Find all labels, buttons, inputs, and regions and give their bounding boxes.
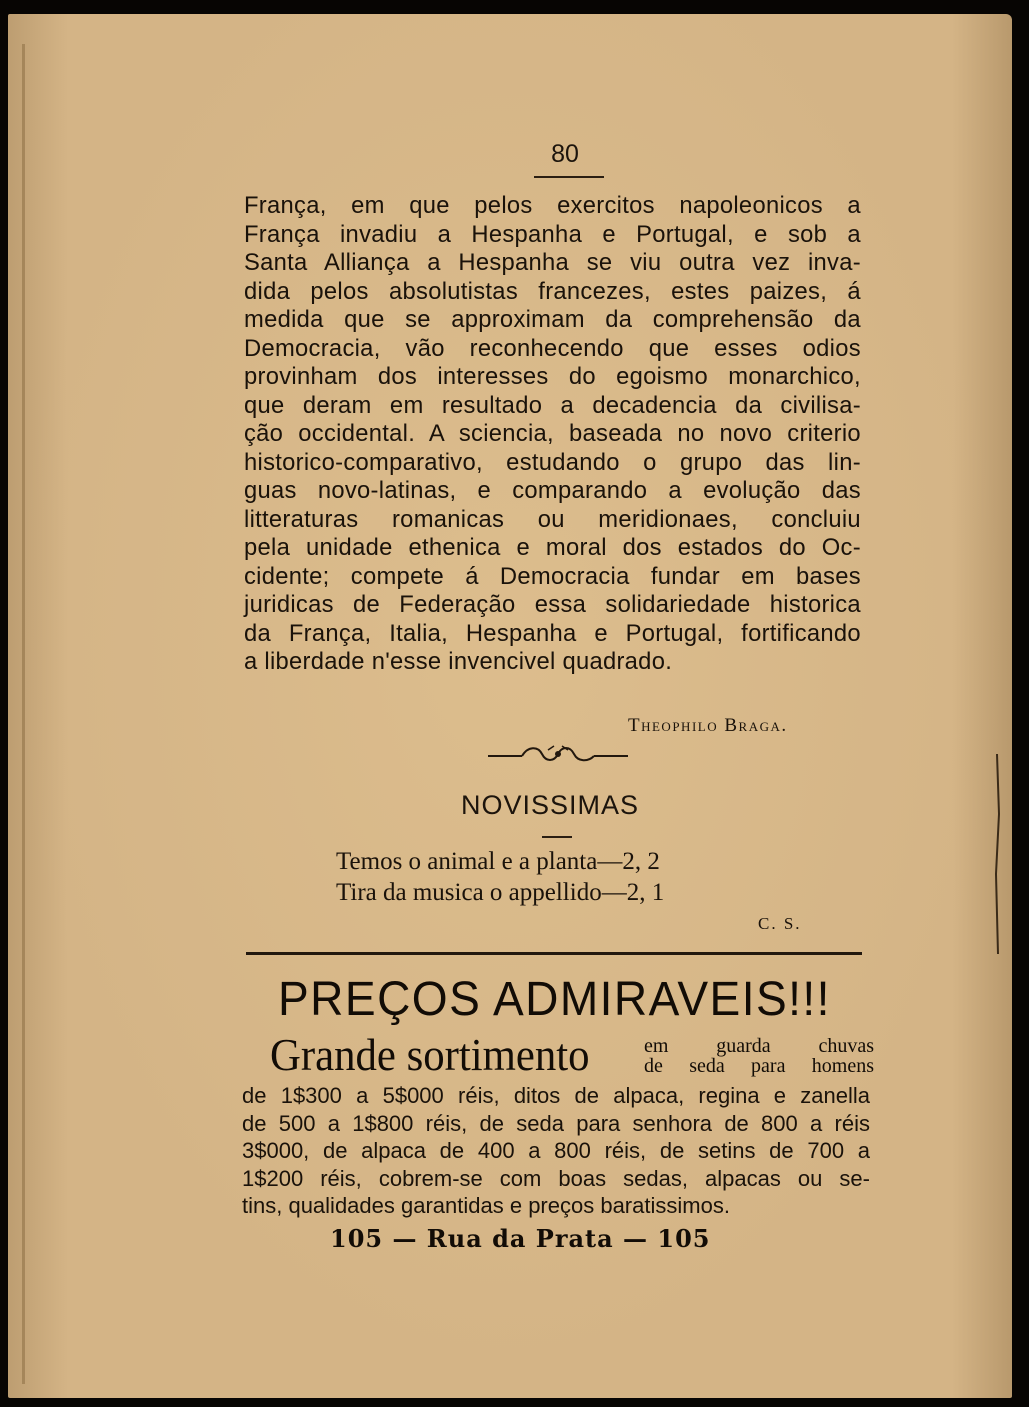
article-line: a liberdade n'esse invencivel quadrado.	[244, 648, 673, 675]
page-gutter	[22, 44, 25, 1384]
page-edge-tear-icon	[990, 754, 1004, 954]
page-number-rule	[534, 176, 604, 178]
article-line: Democracia, vão reconhecendo que esses odios	[244, 334, 861, 362]
advert-body	[242, 1082, 870, 1220]
article-body	[244, 192, 861, 677]
riddles-title: NOVISSIMAS	[460, 790, 640, 820]
article-author: Theophilo Braga.	[628, 715, 788, 736]
ornament-flourish-icon	[488, 742, 628, 768]
advert-line: 3$000, de alpaca de 400 a 800 réis, de setins de 700 a	[242, 1138, 870, 1163]
riddles-block	[336, 846, 664, 908]
section-divider	[246, 952, 862, 955]
article-line: juridicas de Federação essa solidariedade historica	[244, 591, 861, 618]
article-line: França, em que pelos exercitos napoleonicos a	[244, 192, 861, 219]
article-line: cidente; compete á Democracia fundar em bases	[244, 562, 861, 590]
article-line: historico-comparativo, estudando o grupo das lin-	[244, 448, 861, 476]
advert-headline: PREÇOS ADMIRAVEIS!!!	[278, 973, 831, 1026]
article-line: França invadiu a Hespanha e Portugal, e sob a	[244, 220, 861, 248]
advert-line: de 1$300 a 5$000 réis, ditos de alpaca, regina e zanella	[242, 1083, 870, 1108]
article-line: pela unidade ethenica e moral dos estados do Oc-	[244, 534, 861, 561]
advert-subhead-line: em guarda chuvas	[644, 1035, 874, 1057]
advert-line: de 500 a 1$800 réis, de seda para senhora de 800 a réis	[242, 1110, 870, 1136]
page-number: 80	[551, 140, 579, 168]
riddle-line: Temos o animal e a planta—2, 2	[336, 848, 660, 875]
advert-subhead-small	[644, 1036, 874, 1076]
article-line: que deram em resultado a decadencia da civilisa-	[244, 391, 861, 419]
article-line: Santa Alliança a Hespanha se viu outra vez inva-	[244, 249, 861, 276]
scanned-page	[8, 14, 1012, 1398]
advert-line: 1$200 réis, cobrem-se com boas sedas, alpacas ou se-	[242, 1165, 870, 1191]
advert-line: tins, qualidades garantidas e preços baratissimos.	[242, 1193, 730, 1218]
article-line: ção occidental. A sciencia, baseada no novo criterio	[244, 420, 861, 447]
riddle-line: Tira da musica o appellido—2, 1	[336, 879, 665, 906]
advert-address: 105 — Rua da Prata — 105	[330, 1224, 711, 1253]
advert-subhead-line: de seda para homens	[644, 1055, 874, 1077]
article-line: litteraturas romanicas ou meridionaes, concluiu	[244, 505, 861, 533]
riddles-title-rule	[542, 836, 572, 838]
riddles-signature: C. S.	[758, 914, 802, 933]
advert-subhead: Grande sortimento	[270, 1029, 590, 1080]
article-line: medida que se approximam da comprehensão da	[244, 306, 861, 333]
article-line: provinham dos interesses do egoismo monarchico,	[244, 363, 861, 390]
article-line: guas novo-latinas, e comparando a evolução das	[244, 477, 861, 504]
article-line: da França, Italia, Hespanha e Portugal, fortificando	[244, 619, 861, 647]
article-line: dida pelos absolutistas francezes, estes paizes, á	[244, 277, 861, 305]
